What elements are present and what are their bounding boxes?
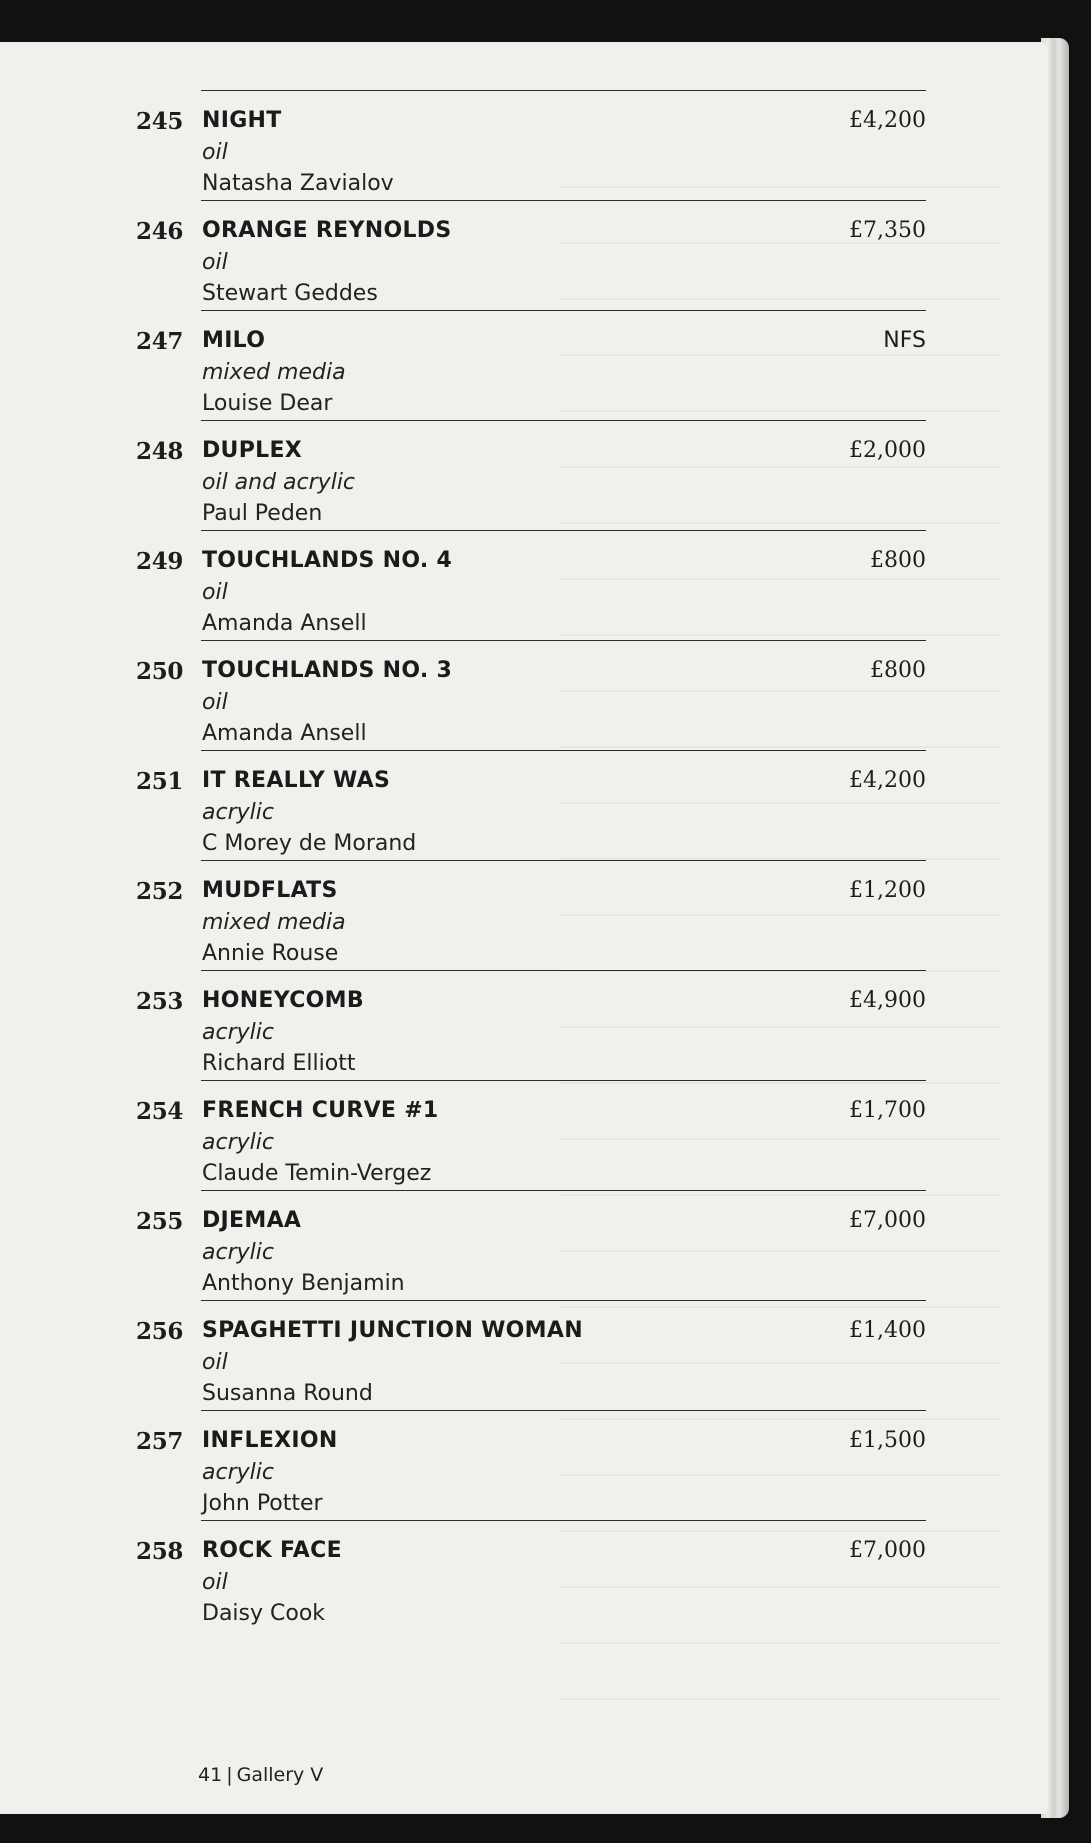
entry-artist: Susanna Round — [202, 1381, 373, 1406]
entry-artist: Amanda Ansell — [202, 611, 367, 636]
entry-number: 250 — [136, 658, 184, 685]
entry-rule — [201, 530, 926, 531]
gallery-section: Gallery V — [236, 1764, 324, 1786]
entry-title: MUDFLATS — [202, 878, 338, 903]
entry-medium: mixed media — [202, 360, 346, 385]
entry-medium: oil — [202, 250, 228, 275]
entry — [136, 1410, 926, 1520]
entry-title: HONEYCOMB — [202, 988, 364, 1013]
entry-title: SPAGHETTI JUNCTION WOMAN — [202, 1318, 583, 1343]
entry-title: INFLEXION — [202, 1428, 338, 1453]
entry-artist: Natasha Zavialov — [202, 171, 394, 196]
entry — [136, 200, 926, 310]
entry-medium: acrylic — [202, 800, 274, 825]
page-footer — [198, 1764, 323, 1786]
entry-price: £800 — [870, 548, 926, 573]
entry-artist: Stewart Geddes — [202, 281, 378, 306]
entry — [136, 1520, 926, 1630]
entry-number: 256 — [136, 1318, 184, 1345]
entry-rule — [201, 420, 926, 421]
entry — [136, 640, 926, 750]
entry-price: £7,350 — [849, 218, 926, 243]
entry-price: £4,200 — [849, 108, 926, 133]
entry-medium: oil — [202, 140, 228, 165]
entry-title: FRENCH CURVE #1 — [202, 1098, 439, 1123]
entry-price: NFS — [883, 328, 926, 353]
entry — [136, 420, 926, 530]
entry-medium: acrylic — [202, 1460, 274, 1485]
catalogue-page — [0, 42, 1048, 1814]
entry-price: £800 — [870, 658, 926, 683]
entry-title: ORANGE REYNOLDS — [202, 218, 452, 243]
entry-title: DJEMAA — [202, 1208, 302, 1233]
entry — [136, 1300, 926, 1410]
entry-rule — [201, 310, 926, 311]
entry-price: £4,200 — [849, 768, 926, 793]
entry-number: 257 — [136, 1428, 184, 1455]
entry-price: £2,000 — [849, 438, 926, 463]
entry-medium: oil — [202, 1570, 228, 1595]
entry-number: 254 — [136, 1098, 184, 1125]
entry-artist: Louise Dear — [202, 391, 333, 416]
entry-medium: oil — [202, 690, 228, 715]
entry-rule — [201, 1300, 926, 1301]
entry-rule — [201, 200, 926, 201]
entry-rule — [201, 860, 926, 861]
entry — [136, 1190, 926, 1300]
entry-rule — [201, 1080, 926, 1081]
entry-number: 255 — [136, 1208, 184, 1235]
entry-number: 249 — [136, 548, 184, 575]
entry-title: TOUCHLANDS NO. 3 — [202, 658, 453, 683]
entry-medium: oil — [202, 1350, 228, 1375]
entry-number: 258 — [136, 1538, 184, 1565]
entry-artist: Anthony Benjamin — [202, 1271, 405, 1296]
page-number: 41 — [198, 1764, 223, 1786]
entry — [136, 90, 926, 200]
entry-artist: Daisy Cook — [202, 1601, 326, 1626]
entry-title: IT REALLY WAS — [202, 768, 391, 793]
entry-medium: mixed media — [202, 910, 346, 935]
entry-artist: Richard Elliott — [202, 1051, 356, 1076]
entry-artist: Claude Temin-Vergez — [202, 1161, 432, 1186]
entry-medium: acrylic — [202, 1130, 274, 1155]
entry-price: £7,000 — [849, 1208, 926, 1233]
entry-rule — [201, 1520, 926, 1521]
entry — [136, 860, 926, 970]
entry-medium: acrylic — [202, 1020, 274, 1045]
entry-artist: John Potter — [202, 1491, 323, 1516]
entry-title: ROCK FACE — [202, 1538, 342, 1563]
entry-rule — [201, 1190, 926, 1191]
entry-title: MILO — [202, 328, 266, 353]
entry-rule — [201, 640, 926, 641]
entry-rule — [201, 1410, 926, 1411]
entry-number: 252 — [136, 878, 184, 905]
entry-price: £1,700 — [849, 1098, 926, 1123]
footer-separator: | — [226, 1764, 233, 1786]
entry-number: 246 — [136, 218, 184, 245]
entry-title: NIGHT — [202, 108, 282, 133]
entry — [136, 750, 926, 860]
entry-price: £7,000 — [849, 1538, 926, 1563]
entry-rule — [201, 970, 926, 971]
entry-number: 248 — [136, 438, 184, 465]
entry-price: £1,400 — [849, 1318, 926, 1343]
entry — [136, 530, 926, 640]
entry-artist: C Morey de Morand — [202, 831, 417, 856]
entry-rule — [201, 750, 926, 751]
entry — [136, 970, 926, 1080]
entry-medium: oil and acrylic — [202, 470, 356, 495]
entry-artist: Annie Rouse — [202, 941, 339, 966]
entry — [136, 310, 926, 420]
entry-price: £4,900 — [849, 988, 926, 1013]
entry-number: 253 — [136, 988, 184, 1015]
entry-artist: Paul Peden — [202, 501, 323, 526]
entry-title: DUPLEX — [202, 438, 303, 463]
entry-rule — [201, 90, 926, 91]
entry-medium: acrylic — [202, 1240, 274, 1265]
entry-artist: Amanda Ansell — [202, 721, 367, 746]
entry-number: 251 — [136, 768, 184, 795]
entry-title: TOUCHLANDS NO. 4 — [202, 548, 453, 573]
entry-number: 245 — [136, 108, 184, 135]
entry-price: £1,200 — [849, 878, 926, 903]
entry-medium: oil — [202, 580, 228, 605]
entry-price: £1,500 — [849, 1428, 926, 1453]
entry-number: 247 — [136, 328, 184, 355]
entry — [136, 1080, 926, 1190]
